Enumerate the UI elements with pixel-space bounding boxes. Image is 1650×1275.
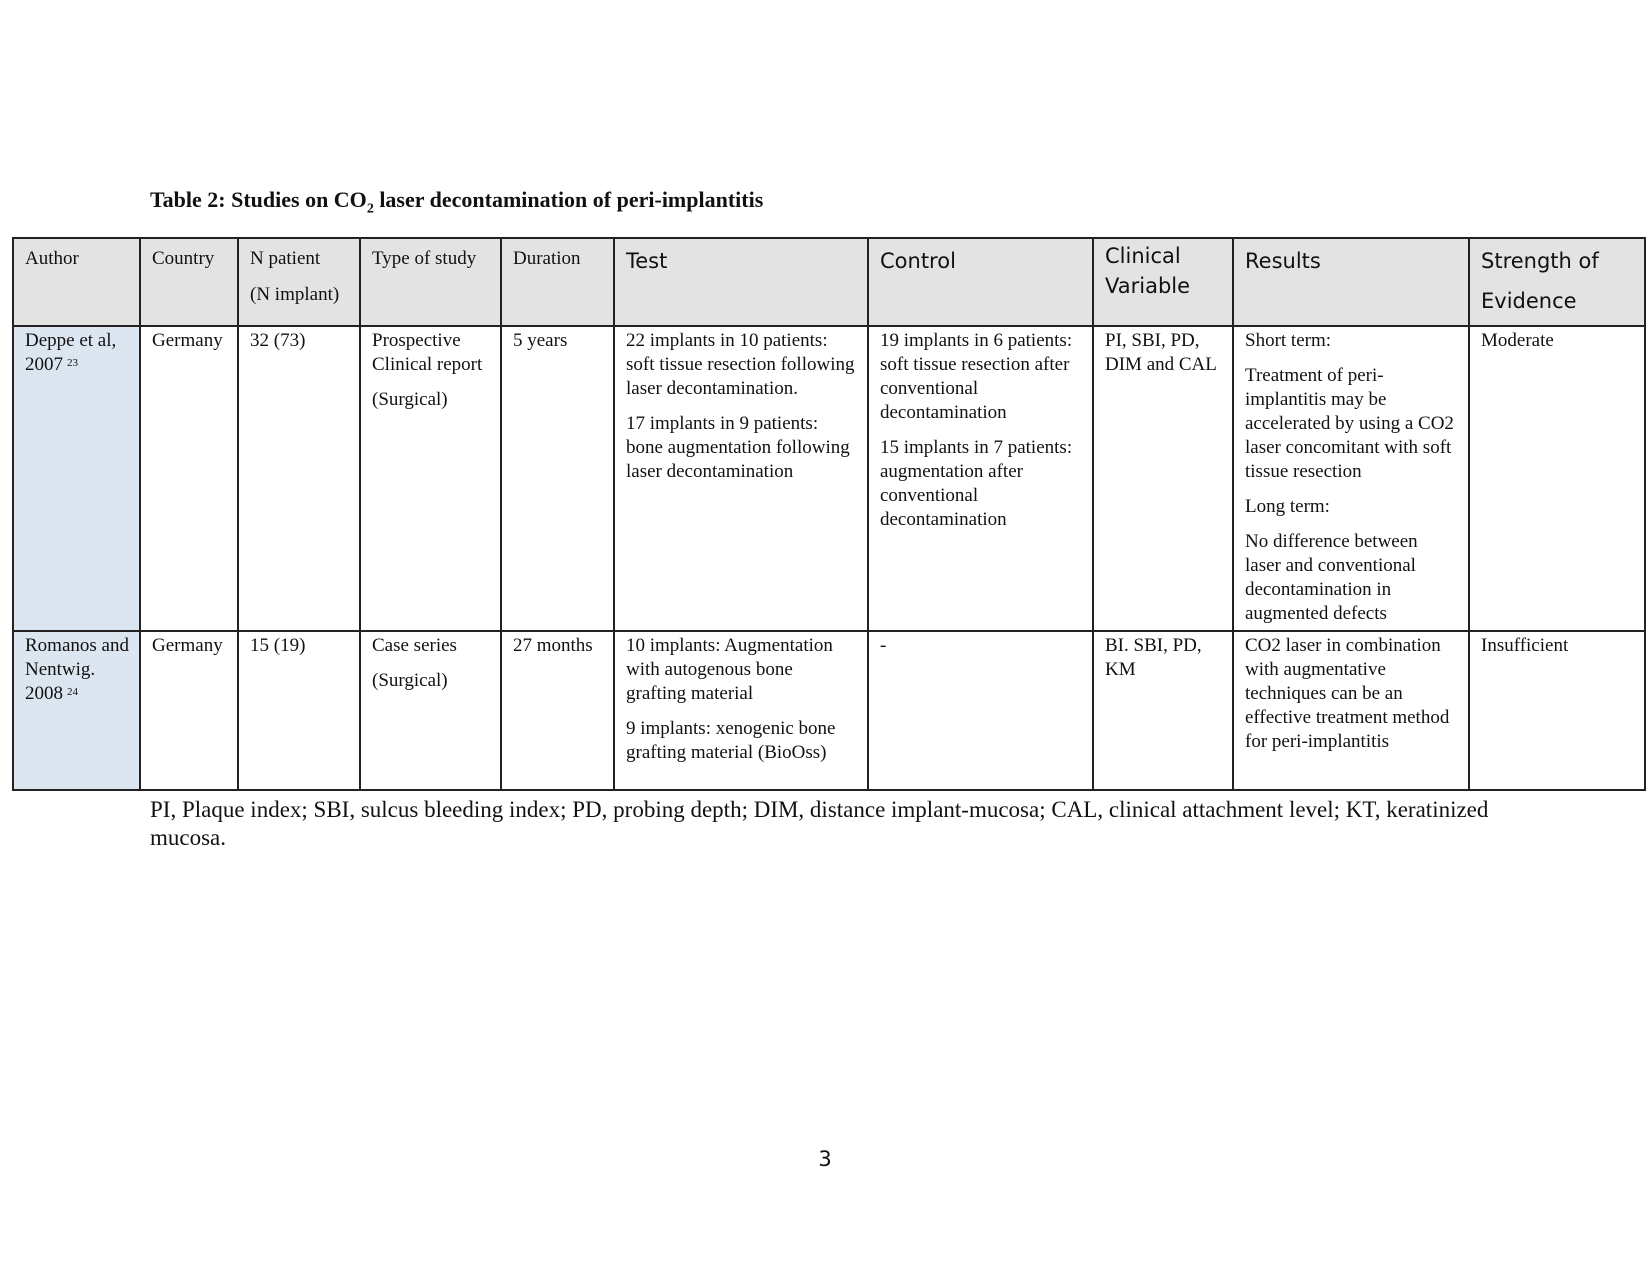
header-strength-line1: Strength of (1481, 249, 1599, 273)
header-type-of-study: Type of study (360, 238, 501, 326)
cell-test (614, 631, 868, 790)
author-reference: 24 (67, 686, 78, 698)
cell-duration: 5 years (501, 326, 614, 631)
test-paragraph: 10 implants: Augmentation with autogenous bone grafting material (626, 635, 833, 704)
table-footnote: PI, Plaque index; SBI, sulcus bleeding index; PD, probing depth; DIM, distance implant-mucosa; CAL, clinical attachment level; KT, keratinized mucosa. (150, 797, 1489, 850)
results-paragraph: CO2 laser in combination with augmentative techniques can be an effective treatment method for peri-implantitis (1245, 635, 1450, 752)
author-name: Deppe et al, 2007 (25, 330, 117, 375)
cell-n-patient: 32 (73) (238, 326, 360, 631)
table-row (13, 631, 1645, 790)
author-name: Romanos and Nentwig. 2008 (25, 635, 129, 704)
control-paragraph: 19 implants in 6 patients: soft tissue resection after conventional decontamination (880, 330, 1073, 423)
cell-duration: 27 months (501, 631, 614, 790)
header-country: Country (140, 238, 238, 326)
header-strength-line2: Evidence (1481, 289, 1577, 313)
cell-author (13, 326, 140, 631)
type-of-study-text: Prospective Clinical report (372, 330, 483, 375)
header-strength-of-evidence (1469, 238, 1645, 326)
cell-country: Germany (140, 631, 238, 790)
header-clinical-variable-line1: Clinical (1105, 244, 1181, 268)
cell-results (1233, 326, 1469, 631)
header-n-patient-line2: (N implant) (250, 284, 340, 305)
cell-control (868, 631, 1093, 790)
header-duration: Duration (501, 238, 614, 326)
cell-type-of-study (360, 631, 501, 790)
header-results: Results (1233, 238, 1469, 326)
cell-n-patient: 15 (19) (238, 631, 360, 790)
control-paragraph: 15 implants in 7 patients: augmentation after conventional decontamination (880, 437, 1073, 530)
test-paragraph: 9 implants: xenogenic bone grafting material (BioOss) (626, 718, 836, 763)
author-reference: 23 (67, 357, 78, 369)
cell-control (868, 326, 1093, 631)
test-paragraph: 22 implants in 10 patients: soft tissue resection following laser decontamination. (626, 330, 855, 399)
cell-author (13, 631, 140, 790)
page-number: 3 (818, 1147, 832, 1171)
results-paragraph: Long term: (1245, 496, 1330, 517)
cell-clinical-variable: PI, SBI, PD, DIM and CAL (1093, 326, 1233, 631)
table-header-row (13, 238, 1645, 326)
cell-strength-of-evidence: Insufficient (1469, 631, 1645, 790)
cell-results (1233, 631, 1469, 790)
header-n-patient (238, 238, 360, 326)
header-control: Control (868, 238, 1093, 326)
table-row (13, 326, 1645, 631)
header-test: Test (614, 238, 868, 326)
type-of-study-text: Case series (372, 635, 457, 656)
results-paragraph: Short term: (1245, 330, 1332, 351)
studies-table (12, 237, 1646, 791)
header-clinical-variable (1093, 238, 1233, 326)
results-paragraph: No difference between laser and conventional decontamination in augmented defects (1245, 531, 1418, 624)
control-paragraph: - (880, 635, 887, 656)
cell-strength-of-evidence: Moderate (1469, 326, 1645, 631)
header-n-patient-line1: N patient (250, 248, 321, 269)
header-author: Author (13, 238, 140, 326)
cell-test (614, 326, 868, 631)
cell-type-of-study (360, 326, 501, 631)
cell-clinical-variable: BI. SBI, PD, KM (1093, 631, 1233, 790)
cell-country: Germany (140, 326, 238, 631)
header-clinical-variable-line2: Variable (1105, 274, 1191, 298)
type-of-study-note: (Surgical) (372, 670, 448, 691)
type-of-study-note: (Surgical) (372, 389, 448, 410)
results-paragraph: Treatment of peri-implantitis may be accelerated by using a CO2 laser concomitant with soft tissue resection (1245, 365, 1454, 482)
table-caption: Table 2: Studies on $CO_2$ laser decontamination of peri-implantitis (150, 187, 764, 217)
test-paragraph: 17 implants in 9 patients: bone augmentation following laser decontamination (626, 413, 850, 482)
